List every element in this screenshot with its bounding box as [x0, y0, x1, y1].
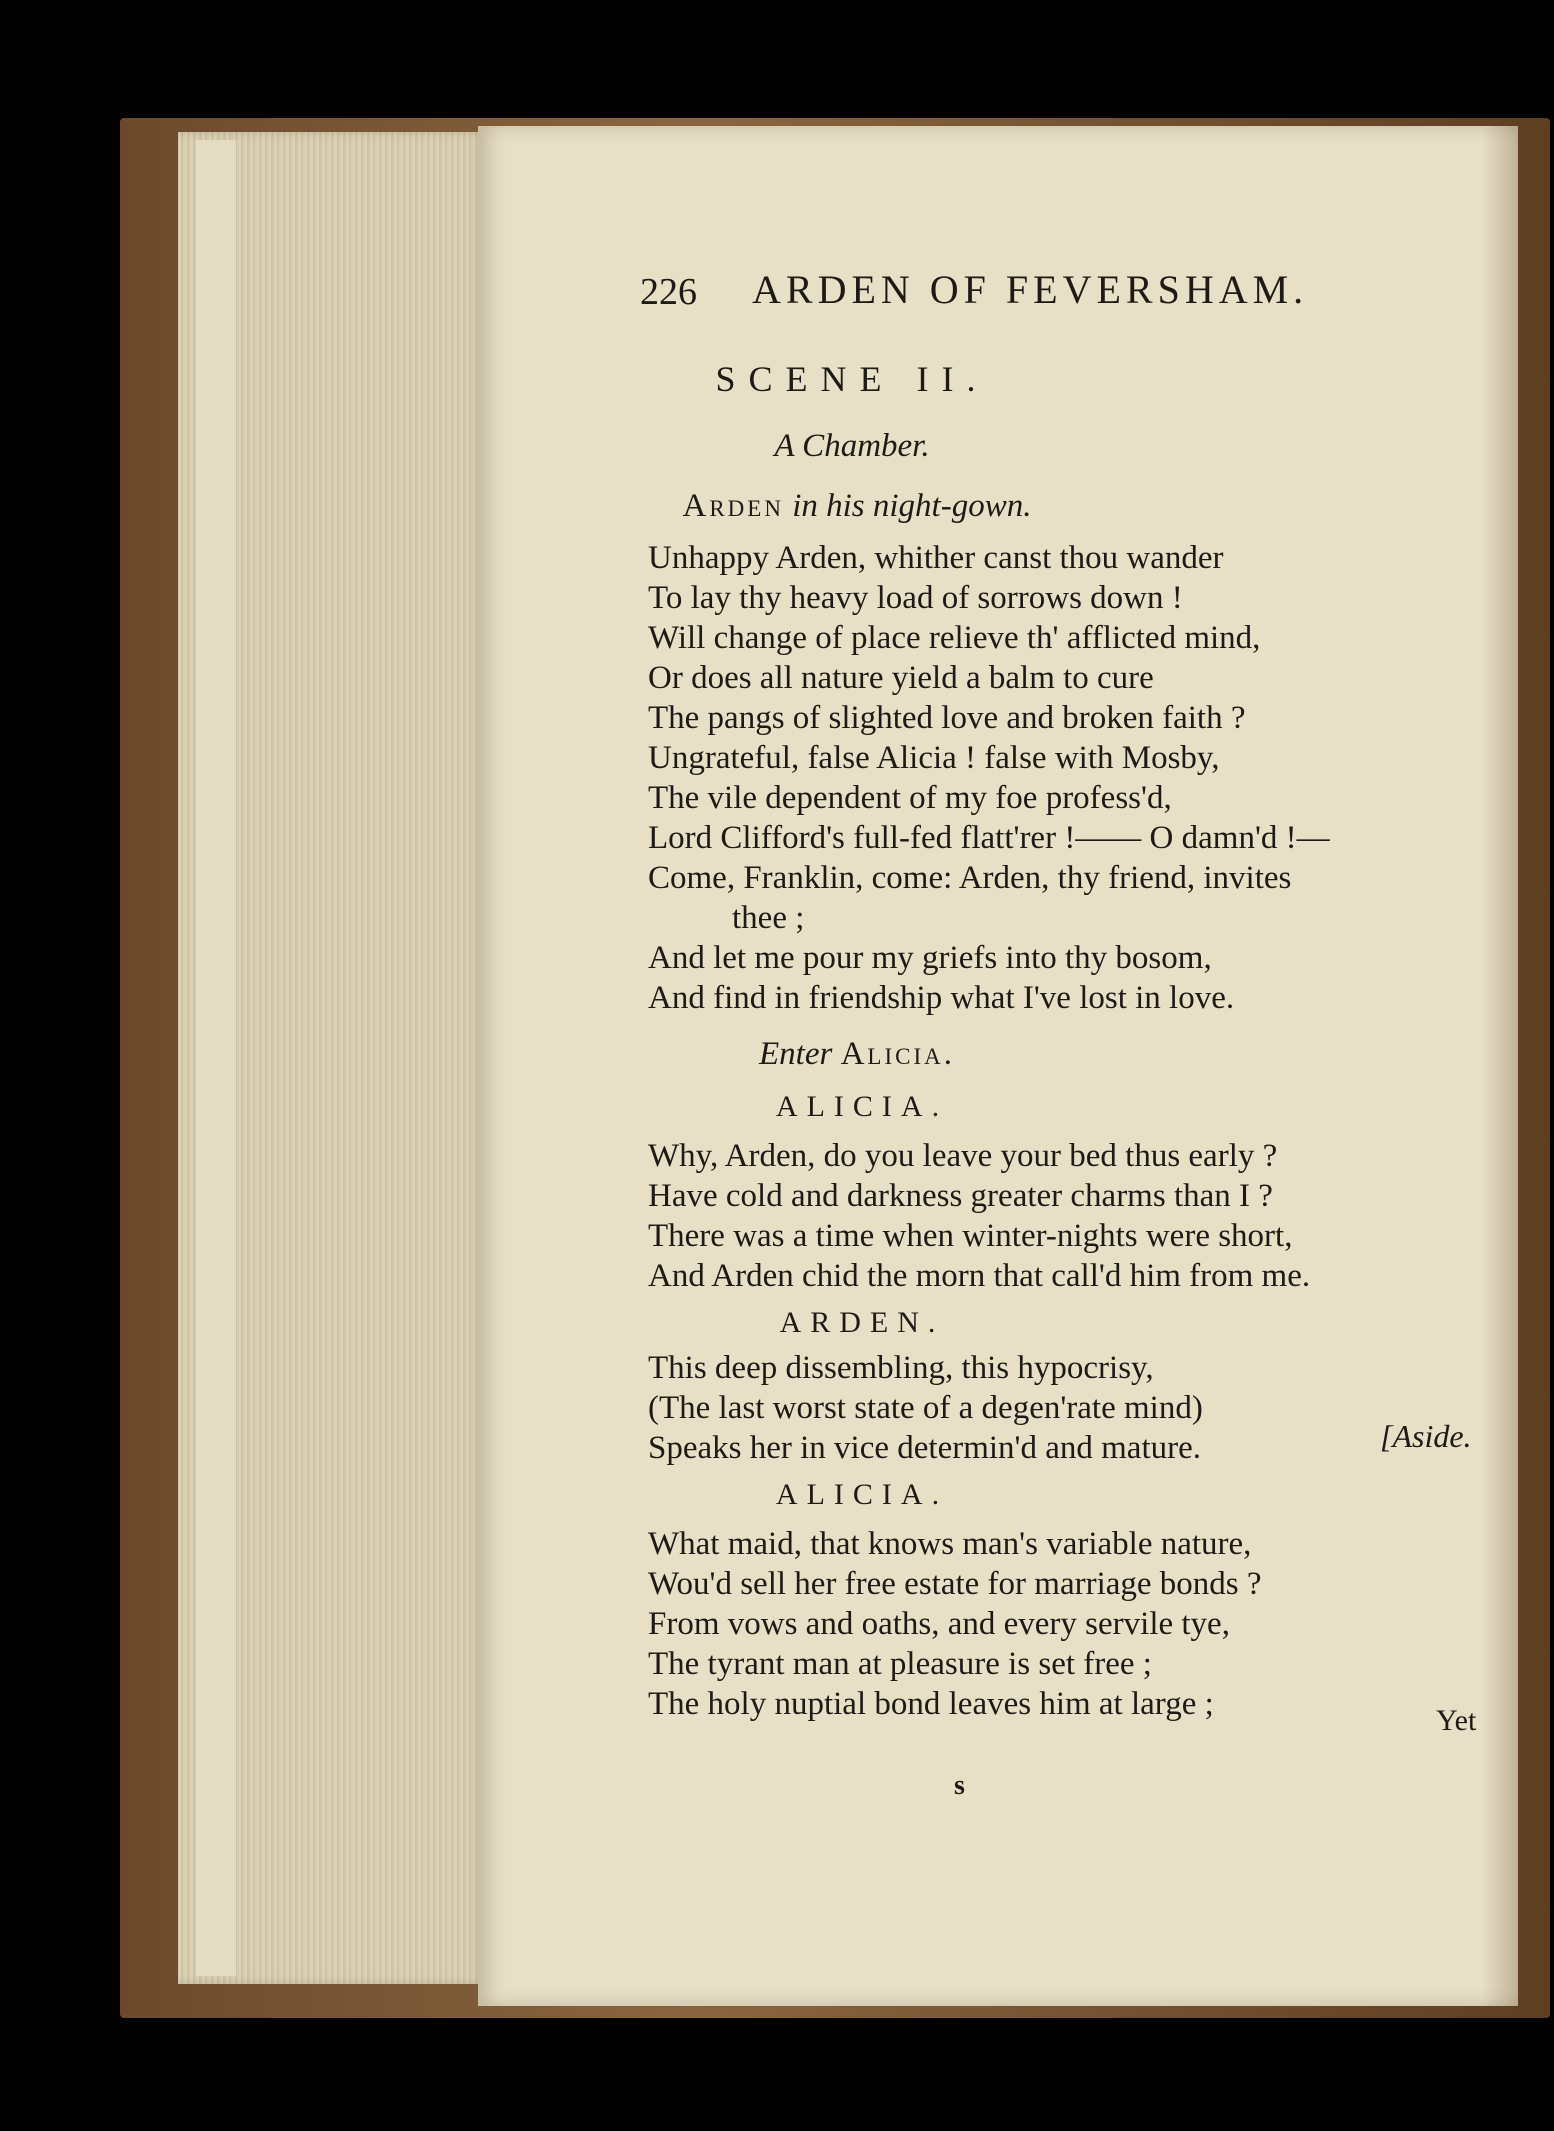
- character-name: Arden: [682, 488, 784, 524]
- verse-line: This deep dissembling, this hypocrisy,: [648, 1350, 1154, 1386]
- verse-line: What maid, that knows man's variable nature,: [648, 1526, 1252, 1562]
- stage-direction-text: in his night-gown.: [792, 488, 1032, 524]
- verse-line: The holy nuptial bond leaves him at large ;: [648, 1686, 1214, 1722]
- verse-line: Unhappy Arden, whither canst thou wander: [648, 540, 1224, 576]
- verse-line: Wou'd sell her free estate for marriage bonds ?: [648, 1566, 1262, 1602]
- verse-line: Or does all nature yield a balm to cure: [648, 660, 1154, 696]
- verse-line: Lord Clifford's full-fed flatt'rer !—— O damn'd !—: [648, 820, 1330, 856]
- verse-line: Speaks her in vice determin'd and mature.: [648, 1430, 1202, 1466]
- running-title: ARDEN OF FEVERSHAM.: [752, 267, 1309, 312]
- verse-line: Have cold and darkness greater charms than I ?: [648, 1178, 1273, 1214]
- speaker-heading: ARDEN.: [779, 1306, 945, 1339]
- stage-direction-enter: [0, 1036, 1554, 1073]
- verse-line: To lay thy heavy load of sorrows down !: [648, 580, 1183, 616]
- verse-line: From vows and oaths, and every servile tye,: [648, 1606, 1230, 1642]
- aside-direction: [Aside.: [1380, 1418, 1472, 1454]
- verse-line: Will change of place relieve th' afflicted mind,: [648, 620, 1261, 656]
- verse-line: Come, Franklin, come: Arden, thy friend, invites: [648, 860, 1292, 896]
- page-number: 226: [640, 271, 697, 313]
- place-direction: A Chamber.: [774, 428, 930, 464]
- catchword: Yet: [1436, 1704, 1477, 1737]
- speaker-heading: ALICIA.: [775, 1090, 949, 1123]
- verse-line: There was a time when winter-nights were short,: [648, 1218, 1293, 1254]
- verse-line: The pangs of slighted love and broken faith ?: [648, 700, 1246, 736]
- scene-heading: SCENE II.: [715, 359, 989, 399]
- verse-line: (The last worst state of a degen'rate mind): [648, 1390, 1203, 1426]
- verse-line: And Arden chid the morn that call'd him from me.: [648, 1258, 1311, 1294]
- verse-line: thee ;: [732, 900, 805, 936]
- stage-direction-verb: Enter: [759, 1036, 833, 1072]
- verse-line: The vile dependent of my foe profess'd,: [648, 780, 1172, 816]
- verse-line: And find in friendship what I've lost in love.: [648, 980, 1235, 1016]
- verse-line: Ungrateful, false Alicia ! false with Mosby,: [648, 740, 1220, 776]
- character-name: Alicia.: [840, 1036, 955, 1072]
- stage-direction-arden: [0, 488, 1554, 525]
- signature-mark: s: [954, 1770, 965, 1801]
- speaker-heading: ALICIA.: [775, 1478, 949, 1511]
- verse-line: The tyrant man at pleasure is set free ;: [648, 1646, 1152, 1682]
- verse-line: Why, Arden, do you leave your bed thus early ?: [648, 1138, 1278, 1174]
- verse-line: And let me pour my griefs into thy bosom,: [648, 940, 1212, 976]
